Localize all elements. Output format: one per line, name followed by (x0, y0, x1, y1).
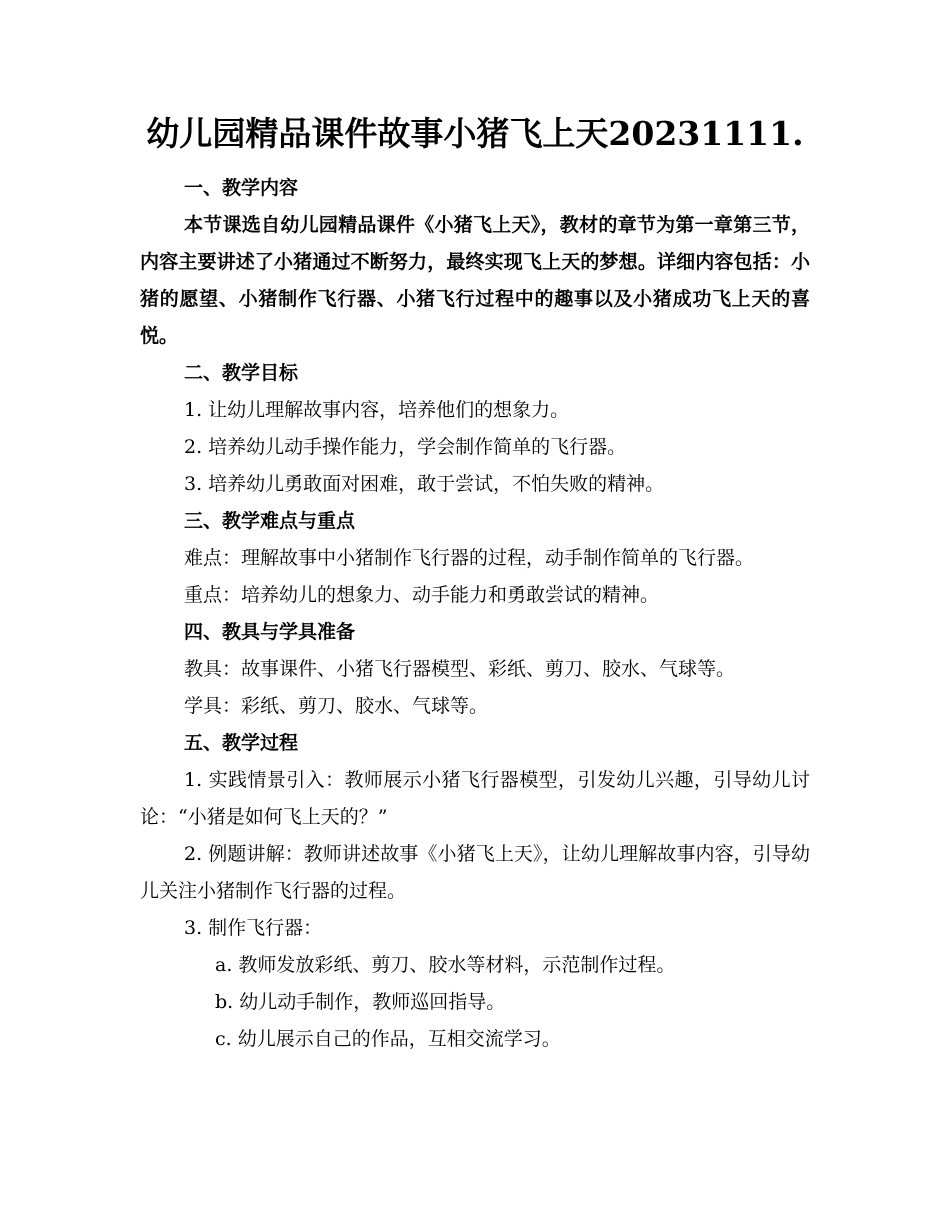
objective-item: 1. 让幼儿理解故事内容，培养他们的想象力。 (184, 399, 570, 421)
section-heading-key-points: 三、教学难点与重点 (184, 510, 356, 532)
objective-item: 3. 培养幼儿勇敢面对困难，敢于尝试，不怕失败的精神。 (184, 473, 665, 495)
objective-item: 2. 培养幼儿动手操作能力，学会制作简单的飞行器。 (184, 436, 627, 458)
process-substep: a. 教师发放彩纸、剪刀、胶水等材料，示范制作过程。 (215, 954, 676, 976)
teacher-tools-paragraph: 教具：故事课件、小猪飞行器模型、彩纸、剪刀、胶水、气球等。 (184, 658, 736, 680)
difficulty-paragraph: 难点：理解故事中小猪制作飞行器的过程，动手制作简单的飞行器。 (184, 547, 755, 569)
process-substep: c. 幼儿展示自己的作品，互相交流学习。 (215, 1028, 561, 1050)
focus-paragraph: 重点：培养幼儿的想象力、动手能力和勇敢尝试的精神。 (184, 584, 660, 606)
section-heading-process: 五、教学过程 (184, 732, 299, 754)
process-step: 3. 制作飞行器： (184, 917, 323, 939)
section-heading-objectives: 二、教学目标 (184, 362, 299, 384)
section-body-content: 本节课选自幼儿园精品课件《小猪飞上天》，教材的章节为第一章第三节，内容主要讲述了小猪通过不断努力，最终实现飞上天的梦想。详细内容包括：小猪的愿望、小猪制作飞行器、小猪飞行过程中的趣事以及小猪成功飞上天的喜悦。 (140, 214, 810, 347)
section-heading-content: 一、教学内容 (184, 177, 299, 199)
process-substep: b. 幼儿动手制作，教师巡回指导。 (215, 991, 506, 1013)
process-step: 1. 实践情景引入：教师展示小猪飞行器模型，引发幼儿兴趣，引导幼儿讨论：“小猪是如何飞上天的？” (140, 769, 810, 828)
document-title: 幼儿园精品课件故事小猪飞上天20231111. (146, 114, 804, 153)
process-step: 2. 例题讲解：教师讲述故事《小猪飞上天》，让幼儿理解故事内容，引导幼儿关注小猪制作飞行器的过程。 (140, 843, 810, 902)
document-page (140, 110, 810, 1058)
section-heading-materials: 四、教具与学具准备 (184, 621, 356, 643)
student-tools-paragraph: 学具：彩纸、剪刀、胶水、气球等。 (184, 695, 489, 717)
